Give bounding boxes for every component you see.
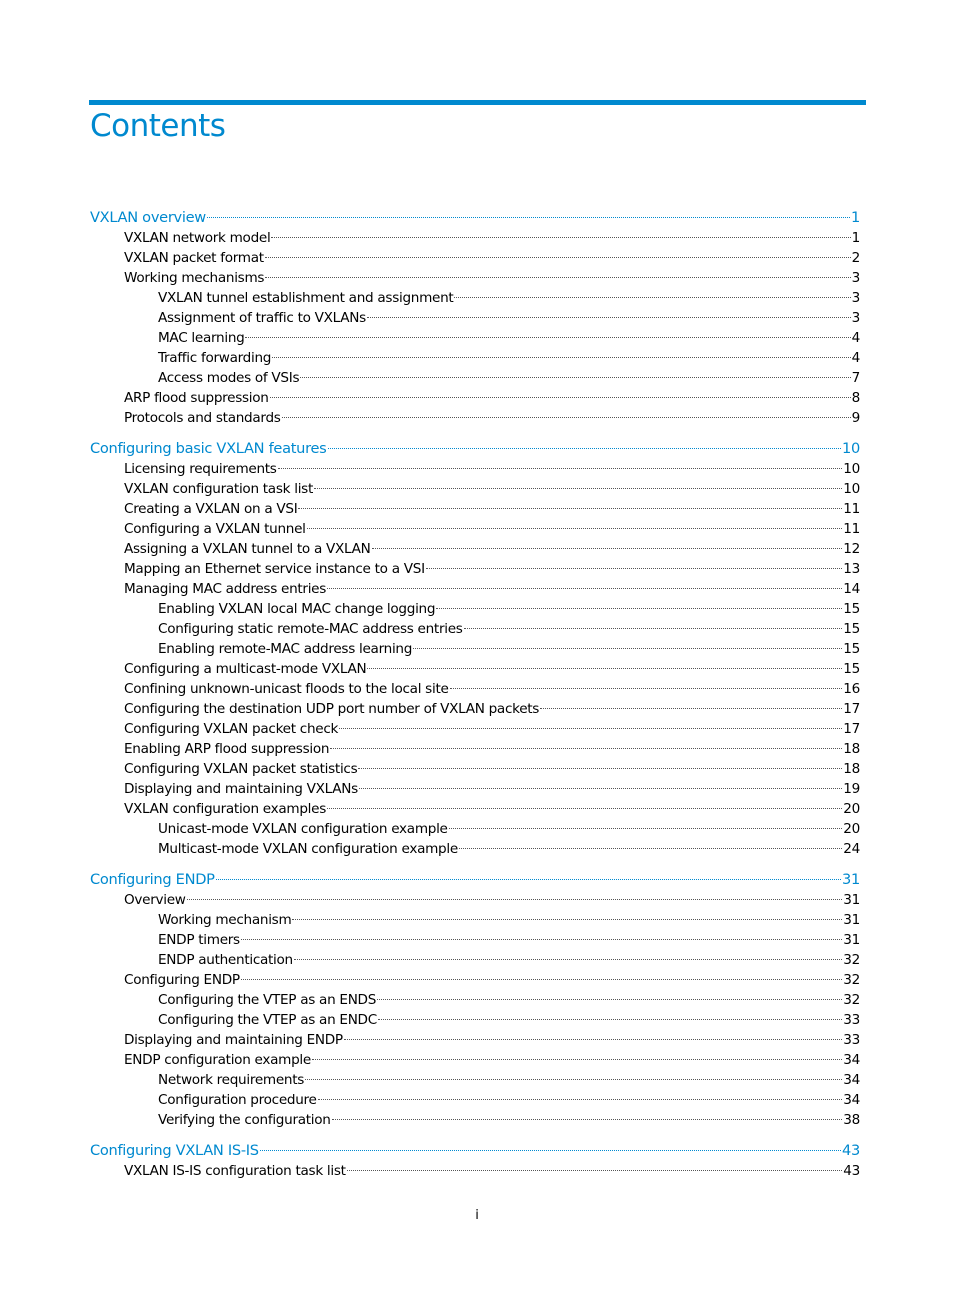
toc-entry-page: 15 — [843, 641, 860, 657]
toc-entry-label: VXLAN configuration task list — [124, 481, 313, 497]
dot-leader — [367, 317, 851, 318]
toc-entry-page: 14 — [843, 581, 860, 597]
toc-entry[interactable] — [90, 288, 860, 308]
toc-entry-page: 10 — [843, 461, 860, 477]
footer-page-number: i — [475, 1208, 479, 1223]
toc-entry[interactable] — [90, 228, 860, 248]
toc-entry-label: Assignment of traffic to VXLANs — [158, 310, 366, 326]
toc-entry-label: Mapping an Ethernet service instance to a VSI — [124, 561, 425, 577]
toc-entry-label: ENDP authentication — [158, 952, 293, 968]
dot-leader — [436, 608, 842, 609]
dot-leader — [318, 1099, 843, 1100]
toc-entry-label: Configuring ENDP — [124, 972, 240, 988]
dot-leader — [278, 468, 843, 469]
toc-entry-label: Enabling ARP flood suppression — [124, 741, 330, 757]
dot-leader — [271, 237, 850, 238]
toc-entry-label: Protocols and standards — [124, 410, 281, 426]
toc-entry-page: 1 — [851, 230, 860, 246]
table-of-contents — [90, 207, 860, 1181]
toc-entry-label: VXLAN packet format — [124, 250, 264, 266]
toc-entry-page: 8 — [851, 390, 860, 406]
toc-entry-label: Configuring VXLAN IS-IS — [90, 1142, 259, 1159]
toc-entry[interactable] — [90, 869, 860, 890]
dot-leader — [339, 728, 842, 729]
toc-entry-page: 15 — [843, 621, 860, 637]
toc-entry-page: 20 — [843, 821, 860, 837]
toc-entry[interactable] — [90, 639, 860, 659]
toc-entry-page: 33 — [843, 1012, 860, 1028]
toc-entry[interactable] — [90, 679, 860, 699]
toc-entry-page: 31 — [843, 912, 860, 928]
toc-entry-page: 1 — [851, 209, 860, 226]
dot-leader — [260, 1150, 841, 1151]
toc-entry-label: Configuring ENDP — [90, 871, 215, 888]
toc-entry-label: Managing MAC address entries — [124, 581, 327, 597]
toc-entry-page: 43 — [842, 1142, 860, 1159]
toc-entry[interactable] — [90, 207, 860, 228]
dot-leader — [265, 257, 851, 258]
toc-entry[interactable] — [90, 348, 860, 368]
toc-entry[interactable] — [90, 268, 860, 288]
dot-leader — [327, 808, 842, 809]
toc-entry-page: 31 — [843, 932, 860, 948]
top-rule — [89, 100, 866, 105]
toc-entry-page: 4 — [851, 350, 860, 366]
dot-leader — [294, 959, 842, 960]
toc-entry-page: 3 — [851, 270, 860, 286]
page-title: Contents — [90, 108, 226, 144]
dot-leader — [344, 1039, 842, 1040]
toc-entry-page: 7 — [851, 370, 860, 386]
toc-entry[interactable] — [90, 839, 860, 859]
toc-entry-label: Configuring the destination UDP port number of VXLAN packets — [124, 701, 540, 717]
toc-entry-page: 32 — [843, 952, 860, 968]
toc-entry[interactable] — [90, 779, 860, 799]
dot-leader — [327, 588, 842, 589]
dot-leader — [328, 448, 842, 449]
toc-entry-page: 33 — [843, 1032, 860, 1048]
dot-leader — [298, 508, 842, 509]
toc-entry[interactable] — [90, 950, 860, 970]
toc-entry[interactable] — [90, 659, 860, 679]
toc-entry-label: Working mechanism — [158, 912, 292, 928]
toc-entry[interactable] — [90, 930, 860, 950]
toc-entry-label: Network requirements — [158, 1072, 305, 1088]
toc-entry-label: VXLAN tunnel establishment and assignment — [158, 290, 454, 306]
toc-entry-page: 4 — [851, 330, 860, 346]
toc-entry-page: 13 — [843, 561, 860, 577]
toc-entry-page: 18 — [843, 741, 860, 757]
toc-entry-page: 10 — [843, 481, 860, 497]
toc-entry-page: 15 — [843, 601, 860, 617]
toc-entry-label: Verifying the configuration — [158, 1112, 331, 1128]
toc-entry-page: 24 — [843, 841, 860, 857]
toc-entry-label: Traffic forwarding — [158, 350, 272, 366]
toc-entry-label: Multicast-mode VXLAN configuration example — [158, 841, 458, 857]
toc-entry[interactable] — [90, 408, 860, 428]
toc-entry-page: 18 — [843, 761, 860, 777]
toc-entry-page: 17 — [843, 701, 860, 717]
toc-entry-page: 34 — [843, 1052, 860, 1068]
toc-entry[interactable] — [90, 328, 860, 348]
dot-leader — [241, 979, 843, 980]
dot-leader — [378, 1019, 842, 1020]
dot-leader — [372, 548, 843, 549]
toc-entry-label: VXLAN IS-IS configuration task list — [124, 1163, 346, 1179]
toc-entry-label: MAC learning — [158, 330, 245, 346]
toc-entry-page: 31 — [843, 892, 860, 908]
toc-entry[interactable] — [90, 890, 860, 910]
toc-entry-label: Configuring VXLAN packet check — [124, 721, 339, 737]
toc-entry[interactable] — [90, 970, 860, 990]
toc-entry-label: Configuring static remote-MAC address entries — [158, 621, 463, 637]
toc-entry-label: Configuration procedure — [158, 1092, 317, 1108]
toc-entry-label: Confining unknown-unicast floods to the local site — [124, 681, 449, 697]
toc-entry-page: 15 — [843, 661, 860, 677]
toc-entry[interactable] — [90, 1070, 860, 1090]
toc-entry-label: Displaying and maintaining VXLANs — [124, 781, 358, 797]
toc-entry-page: 32 — [843, 992, 860, 1008]
toc-entry-page: 3 — [851, 290, 860, 306]
dot-leader — [265, 277, 850, 278]
toc-entry-page: 11 — [843, 501, 860, 517]
toc-entry-page: 9 — [851, 410, 860, 426]
toc-entry[interactable] — [90, 990, 860, 1010]
toc-entry-page: 34 — [843, 1072, 860, 1088]
toc-entry[interactable] — [90, 539, 860, 559]
toc-entry[interactable] — [90, 579, 860, 599]
dot-leader — [307, 528, 843, 529]
toc-entry[interactable] — [90, 619, 860, 639]
toc-entry[interactable] — [90, 459, 860, 479]
toc-entry-page: 2 — [851, 250, 860, 266]
toc-entry-label: VXLAN network model — [124, 230, 271, 246]
toc-entry[interactable] — [90, 519, 860, 539]
toc-entry-page: 11 — [843, 521, 860, 537]
dot-leader — [540, 708, 842, 709]
dot-leader — [300, 377, 850, 378]
toc-entry-label: Configuring the VTEP as an ENDS — [158, 992, 377, 1008]
toc-entry-page: 12 — [843, 541, 860, 557]
dot-leader — [332, 1119, 843, 1120]
toc-entry[interactable] — [90, 479, 860, 499]
toc-entry[interactable] — [90, 368, 860, 388]
toc-entry-label: ENDP timers — [158, 932, 240, 948]
toc-entry-page: 10 — [842, 440, 860, 457]
toc-entry-label: Configuring the VTEP as an ENDC — [158, 1012, 377, 1028]
toc-entry-label: Creating a VXLAN on a VSI — [124, 501, 298, 517]
toc-entry[interactable] — [90, 1010, 860, 1030]
toc-entry-label: Unicast-mode VXLAN configuration example — [158, 821, 448, 837]
toc-entry[interactable] — [90, 248, 860, 268]
dot-leader — [272, 357, 851, 358]
toc-entry-label: Displaying and maintaining ENDP — [124, 1032, 343, 1048]
toc-entry-page: 20 — [843, 801, 860, 817]
toc-entry-page: 31 — [842, 871, 860, 888]
toc-entry-page: 16 — [843, 681, 860, 697]
dot-leader — [426, 568, 843, 569]
toc-entry[interactable] — [90, 438, 860, 459]
dot-leader — [367, 668, 842, 669]
toc-entry-page: 17 — [843, 721, 860, 737]
toc-entry[interactable] — [90, 739, 860, 759]
dot-leader — [358, 768, 842, 769]
toc-entry-label: Licensing requirements — [124, 461, 277, 477]
dot-leader — [464, 628, 843, 629]
dot-leader — [282, 417, 851, 418]
dot-leader — [216, 879, 841, 880]
toc-entry-page: 19 — [843, 781, 860, 797]
toc-entry[interactable] — [90, 499, 860, 519]
toc-entry-label: Configuring a VXLAN tunnel — [124, 521, 306, 537]
toc-entry-label: ARP flood suppression — [124, 390, 269, 406]
dot-leader — [314, 488, 842, 489]
dot-leader — [270, 397, 851, 398]
toc-entry[interactable] — [90, 799, 860, 819]
toc-entry-label: Configuring VXLAN packet statistics — [124, 761, 358, 777]
toc-entry[interactable] — [90, 1140, 860, 1161]
toc-entry-label: Assigning a VXLAN tunnel to a VXLAN — [124, 541, 371, 557]
toc-entry[interactable] — [90, 1030, 860, 1050]
dot-leader — [347, 1170, 843, 1171]
toc-entry[interactable] — [90, 819, 860, 839]
dot-leader — [312, 1059, 842, 1060]
toc-entry-label: Access modes of VSIs — [158, 370, 300, 386]
dot-leader — [454, 297, 850, 298]
dot-leader — [459, 848, 842, 849]
toc-entry[interactable] — [90, 559, 860, 579]
dot-leader — [413, 648, 842, 649]
toc-entry-page: 3 — [851, 310, 860, 326]
toc-entry[interactable] — [90, 910, 860, 930]
dot-leader — [359, 788, 842, 789]
toc-entry-label: Enabling VXLAN local MAC change logging — [158, 601, 436, 617]
toc-entry-page: 43 — [843, 1163, 860, 1179]
dot-leader — [450, 688, 843, 689]
toc-entry[interactable] — [90, 1090, 860, 1110]
dot-leader — [241, 939, 842, 940]
toc-entry[interactable] — [90, 1050, 860, 1070]
dot-leader — [292, 919, 842, 920]
toc-entry[interactable] — [90, 699, 860, 719]
dot-leader — [187, 899, 843, 900]
dot-leader — [449, 828, 843, 829]
toc-entry[interactable] — [90, 759, 860, 779]
toc-entry-label: ENDP configuration example — [124, 1052, 311, 1068]
toc-entry-label: Enabling remote-MAC address learning — [158, 641, 413, 657]
toc-entry-label: Working mechanisms — [124, 270, 265, 286]
toc-entry[interactable] — [90, 1110, 860, 1130]
toc-entry-page: 34 — [843, 1092, 860, 1108]
toc-entry-label: Configuring basic VXLAN features — [90, 440, 327, 457]
toc-entry-label: VXLAN configuration examples — [124, 801, 326, 817]
toc-entry-label: Overview — [124, 892, 186, 908]
dot-leader — [207, 217, 850, 218]
toc-entry[interactable] — [90, 388, 860, 408]
dot-leader — [377, 999, 842, 1000]
dot-leader — [305, 1079, 842, 1080]
toc-entry-label: VXLAN overview — [90, 209, 206, 226]
toc-entry-page: 32 — [843, 972, 860, 988]
dot-leader — [245, 337, 850, 338]
toc-entry[interactable] — [90, 719, 860, 739]
toc-entry[interactable] — [90, 599, 860, 619]
toc-entry[interactable] — [90, 1161, 860, 1181]
toc-entry-page: 38 — [843, 1112, 860, 1128]
toc-entry-label: Configuring a multicast-mode VXLAN — [124, 661, 367, 677]
dot-leader — [330, 748, 842, 749]
toc-entry[interactable] — [90, 308, 860, 328]
